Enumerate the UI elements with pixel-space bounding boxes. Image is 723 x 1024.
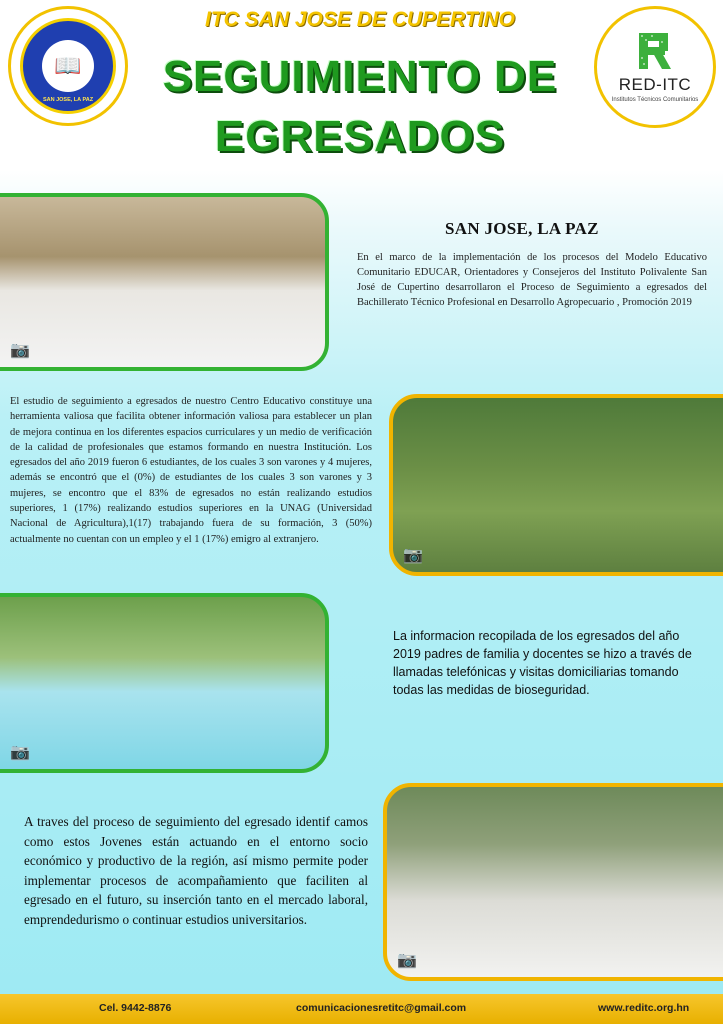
photo-classroom-meeting: [383, 783, 723, 981]
footer-website-link[interactable]: www.reditc.org.hn: [598, 1002, 690, 1014]
photo-library-interview: [0, 193, 329, 371]
photo-icon: 📷: [397, 950, 417, 969]
photo-home-visit: [0, 593, 329, 773]
red-itc-logo-name: RED-ITC: [618, 75, 692, 94]
school-logo-text: SAN JOSE, LA PAZ: [42, 97, 94, 103]
school-logo: [8, 6, 128, 126]
intro-paragraph: En el marco de la implementación de los procesos del Modelo Educativo Comunitario EDUCAR, Orientadores y Consejeros del Instituto Polivalente San José de Cupertino desarrollaron el Proceso de Seguimiento a egresados del Bachillerato Técnico Profesional en Desarrollo Agropecuario , Promoción 2019: [357, 252, 707, 308]
page-title-line-1: SEGUIMIENTO DE: [162, 52, 558, 101]
section-place-heading: SAN JOSE, LA PAZ: [445, 219, 599, 238]
photo-icon: 📷: [403, 545, 423, 564]
photo-field-survey: [389, 394, 723, 576]
r-letter-logo-icon: [637, 31, 673, 71]
red-itc-logo: [594, 6, 716, 128]
data-collection-paragraph: La informacion recopilada de los egresados del año 2019 padres de familia y docentes se hizo a través de llamadas telefónicas y visitas domiciliarias tomando todas las medidas de bioseguridad.: [393, 629, 692, 697]
study-results-paragraph: El estudio de seguimiento a egresados de nuestro Centro Educativo constituye una herramienta valiosa que facilita obtener información valiosa para establecer un plan de mejora continua en los diferentes espacios curriculares y un medio de verificación de la calidad de profesionales que estamos formando en nuestra Institución. Los egresados del año 2019 fueron 6 estudiantes, de los cuales 3 son varones y 4 mujeres, además se encontró que el (0%) de estudiantes de los cuales 3 son varones y 3 mujeres, se encontro que el 83% de egresados no están realizando estudios superiores, 1 (17%) realizando estudios superiores en la UNAG (Universidad Nacional de Agricultura),1(17) trabajando fuera de su formación, 3 (50%) actualmente no cuentan con un empleo y el 1 (17%) emigro al extranjero.: [10, 396, 372, 545]
school-seal-icon: [20, 18, 116, 114]
footer-bar: [0, 994, 723, 1024]
institution-name: ITC SAN JOSE DE CUPERTINO: [205, 8, 515, 31]
footer-email-link[interactable]: comunicacionesretitc@gmail.com: [296, 1002, 467, 1014]
red-itc-logo-subtitle: Institutos Técnicos Comunitarios: [611, 97, 699, 103]
book-icon: 📖: [42, 40, 94, 92]
follow-up-paragraph: A traves del proceso de seguimiento del egresado identif camos como estos Jovenes están actuando en el entorno socio económico y productivo de la región, así mismo permite poder implementar procesos de acompañamiento que faciliten al egresado en el futuro, su inserción tanto en el mercado laboral, emprendedurismo o continuar estudios universitarios.: [24, 814, 368, 927]
photo-icon: 📷: [10, 340, 30, 359]
photo-icon: 📷: [10, 742, 30, 761]
footer-phone: Cel. 9442-8876: [99, 1002, 172, 1014]
page-title-line-2: EGRESADOS: [214, 112, 506, 161]
